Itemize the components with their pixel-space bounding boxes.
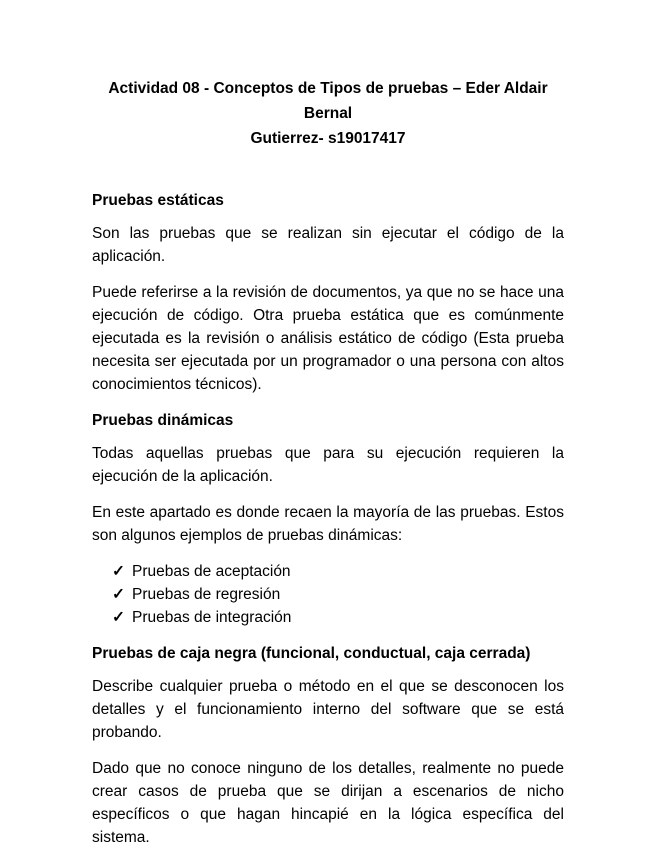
heading-caja-negra: Pruebas de caja negra (funcional, conductual, caja cerrada) <box>92 645 531 662</box>
list-item-text: Pruebas de regresión <box>132 586 281 603</box>
dynamic-tests-checklist <box>92 560 564 629</box>
paragraph-caja-negra-1: Describe cualquier prueba o método en el que se desconocen los detalles y el funcionamiento interno del software que se está probando. <box>92 678 564 741</box>
list-item-regresion <box>112 583 564 606</box>
checkmark-icon: ✓ <box>112 563 125 580</box>
list-item-aceptacion <box>112 560 564 583</box>
list-item-text: Pruebas de aceptación <box>132 563 291 580</box>
list-item-text: Pruebas de integración <box>132 609 292 626</box>
document-title <box>92 76 564 151</box>
heading-pruebas-dinamicas: Pruebas dinámicas <box>92 412 234 429</box>
paragraph-dinamicas-1: Todas aquellas pruebas que para su ejecución requieren la ejecución de la aplicación. <box>92 445 564 485</box>
checkmark-icon: ✓ <box>112 586 125 603</box>
list-item-integracion <box>112 606 564 629</box>
document-title-line-2: Gutierrez- s19017417 <box>250 130 406 147</box>
paragraph-estaticas-1: Son las pruebas que se realizan sin ejecutar el código de la aplicación. <box>92 225 564 265</box>
heading-pruebas-estaticas: Pruebas estáticas <box>92 192 224 209</box>
paragraph-caja-negra-2: Dado que no conoce ninguno de los detalles, realmente no puede crear casos de prueba que se dirijan a escenarios de nicho específicos o que hagan hincapié en la lógica específica del sistema. <box>92 760 564 846</box>
checkmark-icon: ✓ <box>112 609 125 626</box>
paragraph-dinamicas-2: En este apartado es donde recaen la mayoría de las pruebas. Estos son algunos ejemplos de pruebas dinámicas: <box>92 504 564 544</box>
paragraph-estaticas-2: Puede referirse a la revisión de documentos, ya que no se hace una ejecución de código. Otra prueba estática que es comúnmente ejecutada es la revisión o análisis estático de código (Esta prueba necesita ser ejecutada por un programador o una persona con altos conocimientos técnicos). <box>92 284 564 393</box>
document-title-line-1: Actividad 08 - Conceptos de Tipos de pruebas – Eder Aldair Bernal <box>108 80 548 122</box>
